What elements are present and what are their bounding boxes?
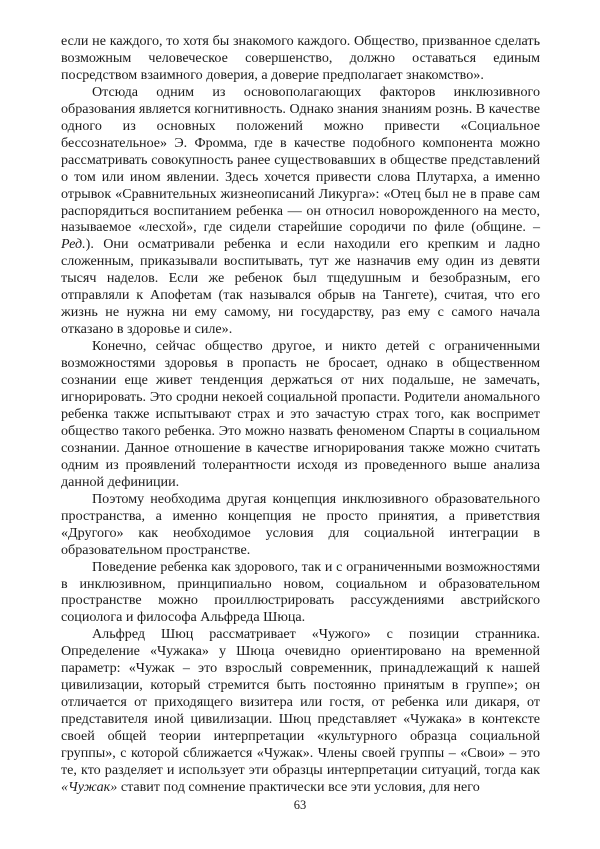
paragraph-6-tail: ставит под сомнение практически все эти условия, для него — [120, 778, 480, 795]
paragraph-1: если не каждого, то хотя бы знакомого каждого. Общество, призванное сделать возможным человеческое совершенство, должно оставаться единым посредством взаимного доверия, а доверие предполагает знакомство». — [61, 33, 540, 83]
paragraph-6-text: Альфред Шюц рассматривает «Чужого» с позиции странника. Определение «Чужака» у Шюца очевидно ориентировано на временной параметр: «Чужак – это взрослый современник, принадлежащий к нашей цивилизации, который стремится быть постоянно принятым в группе»; он отличается от приходящего визитера или гостя, от ребенка или дикаря, от представителя иной цивилизации. Шюц представляет «Чужака» в контексте своей общей теории интерпретации «культурного образца социальной группы», с которой сближается «Чужак». Члены своей группы – «Свои» – это те, кто разделяет и использует эти образцы интерпретации ситуаций, тогда как — [61, 626, 540, 778]
body-text — [61, 33, 540, 796]
paragraph-6 — [61, 626, 540, 796]
paragraph-5: Поведение ребенка как здорового, так и с ограниченными возможностями в инклюзивном, принципиально новом, социальном и образовательном пространстве можно проиллюстрировать рассуждениями австрийского социолога и философа Альфреда Шюца. — [61, 558, 540, 626]
paragraph-3: Конечно, сейчас общество другое, и никто детей с ограниченными возможностями здоровья в пропасть не бросает, однако в общественном сознании еще живет тенденция держаться от них подальше, не замечать, игнорировать. Это сродни некоей социальной пропасти. Родители аномального ребенка также испытывают страх и это зачастую страх того, как воспримет общество такого ребенка. Это можно назвать феноменом Спарты в социальном сознании. Данное отношение в качестве игнорирования также можно считать одним из проявлений толерантности исходя из проведенного выше анализа данной дефиниции. — [61, 338, 540, 490]
paragraph-4: Поэтому необходима другая концепция инклюзивного образовательного пространства, а именно концепция не просто принятия, а приветствия «Другого» как необходимое условия для социальной интеграции в образовательном пространстве. — [61, 490, 540, 558]
italic-term: «Чужак» — [61, 778, 118, 795]
editor-note: Ред. — [61, 236, 86, 253]
paragraph-2-continuation: ). Они осматривали ребенка и если находили его крепким и ладно сложенным, приказывали воспитывать, тут же назначив ему один из девяти тысяч наделов. Если же ребенок был тщедушным и безобразным, его отправляли к Апофетам (так назывался обрыв на Тангете), считая, что его жизнь не нужна ни ему самому, ни государству, раз ему с самого начала отказано в здоровье и силе». — [61, 236, 540, 338]
page-number: 63 — [293, 798, 307, 812]
paragraph-2-text: Отсюда одним из основополагающих факторов инклюзивного образования является когнитивность. Однако знания знаниям рознь. В качестве одного из основных положений можно привести «Социальное бессознательное» Э. Фромма, где в качестве подобного компонента можно рассматривать совокупность ранее существовавших в обществе представлений о том или ином явлении. Здесь хочется привести слова Плутарха, а именно отрывок «Сравнительных жизнеописаний Ликурга»: «Отец был не в праве сам распорядиться воспитанием ребенка — он относил новорожденного на место, называемое «лесхой», где сидели старейшие сородичи по филе (общине. – — [61, 83, 540, 236]
paragraph-2 — [61, 84, 540, 338]
